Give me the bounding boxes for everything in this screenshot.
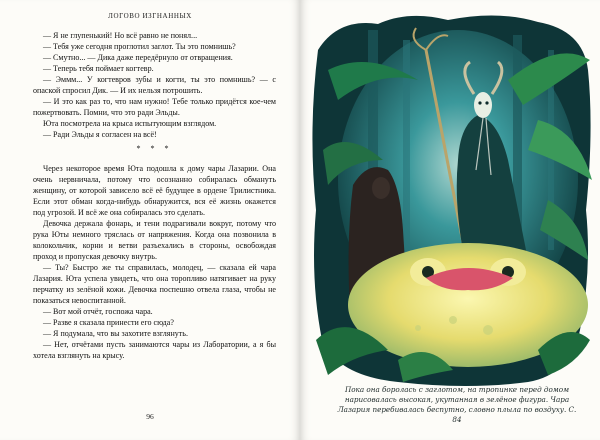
caption-line: Пока она боролась с заглотом, на тропинке перед домом [344, 385, 570, 394]
page-number: 96 [146, 412, 154, 421]
paragraph: — Смутно... — Дика даже передёрнуло от отвращения. [43, 53, 233, 63]
paragraph: — Ради Эльды я согласен на всё! [43, 130, 157, 140]
paragraph: — Ты? Быстро же ты справилась, молодец, — сказала ей чара Лазария. Юта успела увидеть, что она торопливо натягивает на руку перчатку из зелёной кожи. Девочка поспешно отвела глаза, чтобы не показаться невоспитанной. [33, 262, 276, 306]
body-text [33, 30, 276, 361]
caption-line: нарисовалась высокая, укутанная в зелёное фигура. Чара [344, 395, 570, 404]
paragraph: — Я не глупенький! Но всё равно не понял... [43, 31, 198, 40]
caption-line: Лазария перебивалась беспутно, словно плыла по воздуху. С. 84 [337, 405, 577, 424]
paragraph: Юта посмотрела на крыса испытующим взглядом. [43, 119, 217, 129]
running-header: ЛОГОВО ИЗГНАННЫХ [108, 12, 192, 20]
illustration-caption [332, 385, 582, 425]
paragraph: — Вот мой отчёт, госпожа чара. [43, 307, 153, 317]
paragraph: — Я подумала, что вы захотите взглянуть. [43, 329, 188, 339]
paragraph: Девочка держала фонарь, и тени подрагивали вокруг, потому что рука Юты немного тряслась от напряжения. Когда она позвонила в колокольчик, корни и ветви разъехались в стороны, освобождая проход и пропуская девочку внутрь. [33, 218, 276, 261]
section-separator: * * * [136, 144, 173, 154]
paragraph: — Тебя уже сегодня проглотил заглот. Ты это помнишь? [43, 42, 236, 52]
paragraph: Через некоторое время Юта подошла к дому чары Лазарии. Она очень нервничала, потому что осознанно собиралась обмануть женщину, от которой зависело всё её будущее в ордене Трилистника. Если этот обман когда-нибудь обнаружится, вся её жизнь окажется под угрозой. И всё же она собиралась это сделать. [33, 163, 276, 217]
paragraph: — Разве я сказала принести его сюда? [43, 318, 174, 328]
forest-frog-illustration [308, 10, 593, 388]
paragraph: — Теперь тебя поймает когтевр. [43, 64, 154, 74]
paragraph: — Эммм... У когтевров зубы и когти, ты это помнишь? — с опаской спросил Дик. — И их нельзя потрошить. [33, 75, 276, 96]
paragraph: — Нет, отчётами пусть занимаются чары из Лаборатории, а я бы хотела взглянуть на крысу. [33, 340, 276, 361]
paragraph: — И это как раз то, что нам нужно! Тебе только придётся кое-чем пожертвовать. Помни, что это ради Эльды. [33, 97, 276, 118]
right-page [300, 0, 600, 440]
